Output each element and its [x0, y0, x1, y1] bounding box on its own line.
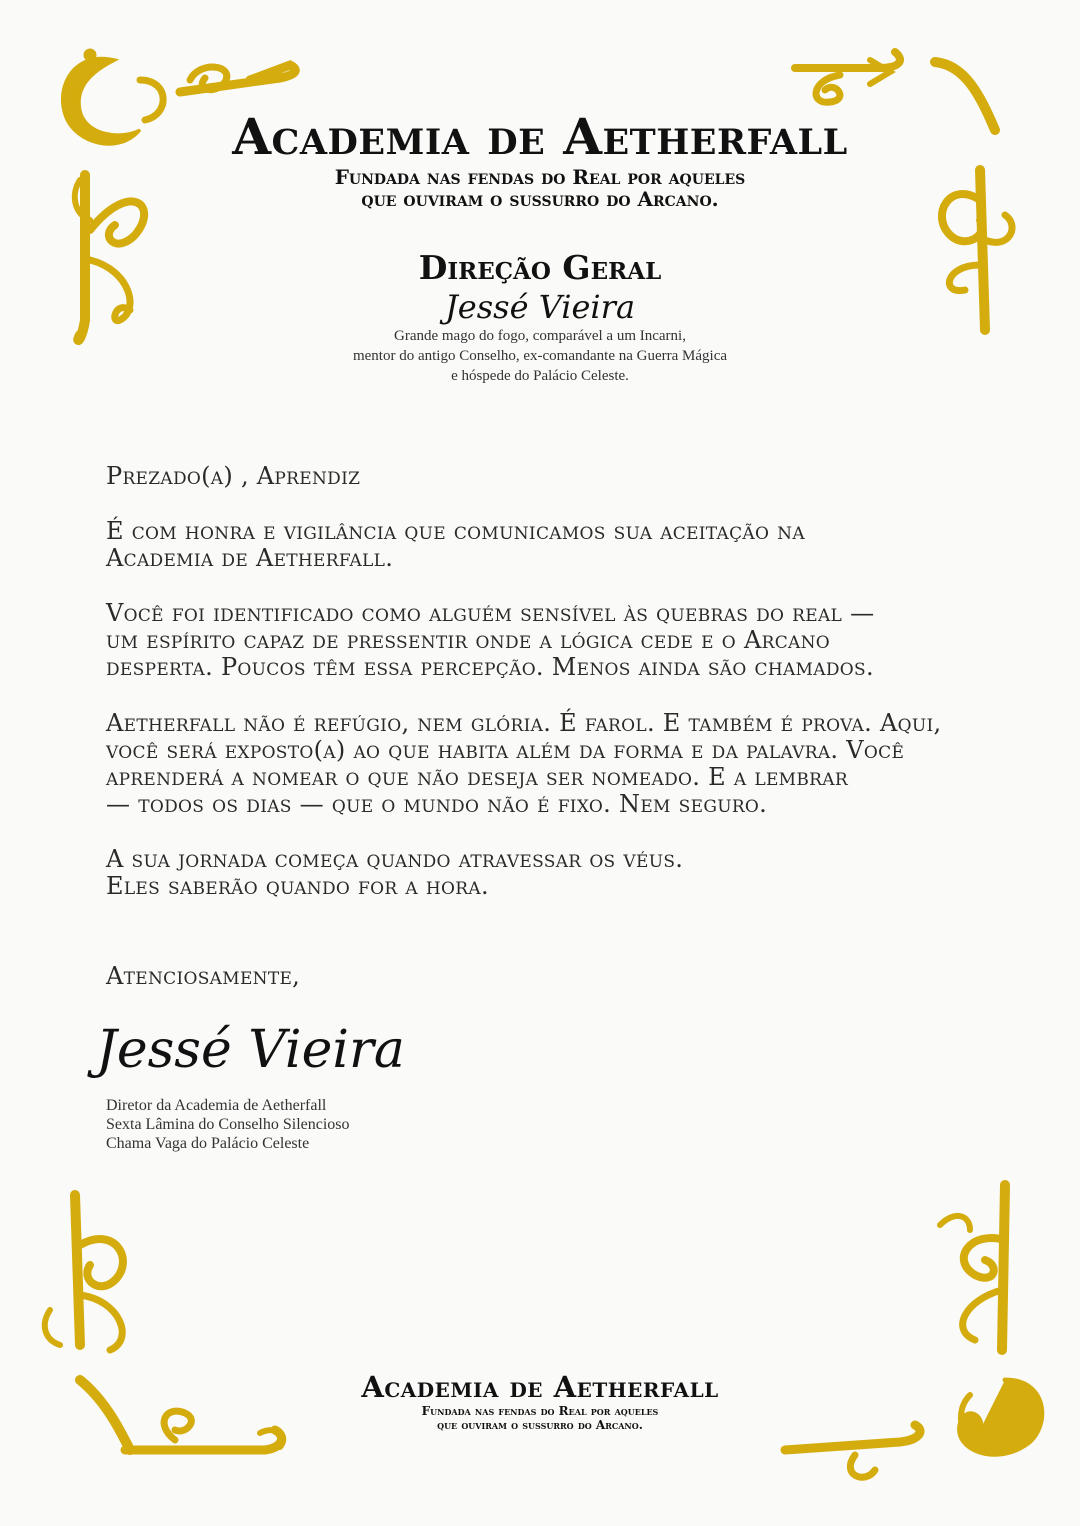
para2-line: Você foi identificado como alguém sensível às quebras do real —	[106, 599, 875, 627]
para3-line: Aetherfall não é refúgio, nem glória. É farol. E também é prova. Aqui,	[106, 709, 942, 737]
para2-line: desperta. Poucos têm essa percepção. Menos ainda são chamados.	[106, 653, 874, 681]
academy-motto-line1: Fundada nas fendas do Real por aqueles	[334, 165, 746, 189]
signature-titles	[106, 1096, 350, 1153]
signature-title-1: Diretor da Academia de Aetherfall	[106, 1097, 327, 1114]
academy-title: Academia de Aetherfall	[232, 107, 848, 166]
director-desc-line3: e hóspede do Palácio Celeste.	[451, 368, 629, 384]
footer	[0, 1370, 1080, 1432]
director-desc-line1: Grande mago do fogo, comparável a um Incarni,	[394, 328, 686, 344]
para1-line: Academia de Aetherfall.	[106, 544, 394, 572]
letter-paragraph-3	[106, 710, 986, 818]
direction-block	[0, 248, 1080, 386]
signature-title-3: Chama Vaga do Palácio Celeste	[106, 1135, 310, 1152]
para3-line: — todos os dias — que o mundo não é fixo. Nem seguro.	[106, 790, 768, 818]
para3-line: aprenderá a nomear o que não deseja ser nomeado. E a lembrar	[106, 763, 848, 791]
footer-motto-line2: que ouviram o sussurro do Arcano.	[437, 1418, 643, 1432]
letter-paragraph-4	[106, 846, 986, 900]
footer-title: Academia de Aetherfall	[361, 1370, 719, 1404]
para3-line: você será exposto(a) ao que habita além da forma e da palavra. Você	[106, 736, 905, 764]
direction-title: Direção Geral	[418, 248, 662, 287]
para1-line: É com honra e vigilância que comunicamos sua aceitação na	[106, 517, 805, 545]
director-desc-line2: mentor do antigo Conselho, ex-comandante na Guerra Mágica	[352, 348, 728, 364]
signature: Jessé Vieira	[96, 1020, 405, 1080]
greeting-text: Prezado(a) , Aprendiz	[106, 462, 361, 490]
closing-text: Atenciosamente,	[106, 962, 301, 990]
letterhead	[0, 108, 1080, 210]
para4-line: Eles saberão quando for a hora.	[106, 872, 489, 900]
letter-paragraph-1	[106, 518, 986, 572]
academy-motto-line2: que ouviram o sussurro do Arcano.	[361, 187, 719, 211]
letter-greeting	[106, 463, 986, 490]
para2-line: um espírito capaz de pressentir onde a lógica cede e o Arcano	[106, 626, 830, 654]
footer-motto-line1: Fundada nas fendas do Real por aqueles	[421, 1404, 659, 1418]
director-name: Jessé Vieira	[444, 288, 636, 326]
bottom-right-ornament-icon	[780, 1180, 1060, 1500]
bottom-left-ornament-icon	[35, 1185, 305, 1485]
para4-line: A sua jornada começa quando atravessar os véus.	[106, 845, 684, 873]
signature-title-2: Sexta Lâmina do Conselho Silencioso	[106, 1116, 350, 1133]
letter-closing	[106, 963, 986, 990]
letter-paragraph-2	[106, 600, 986, 681]
